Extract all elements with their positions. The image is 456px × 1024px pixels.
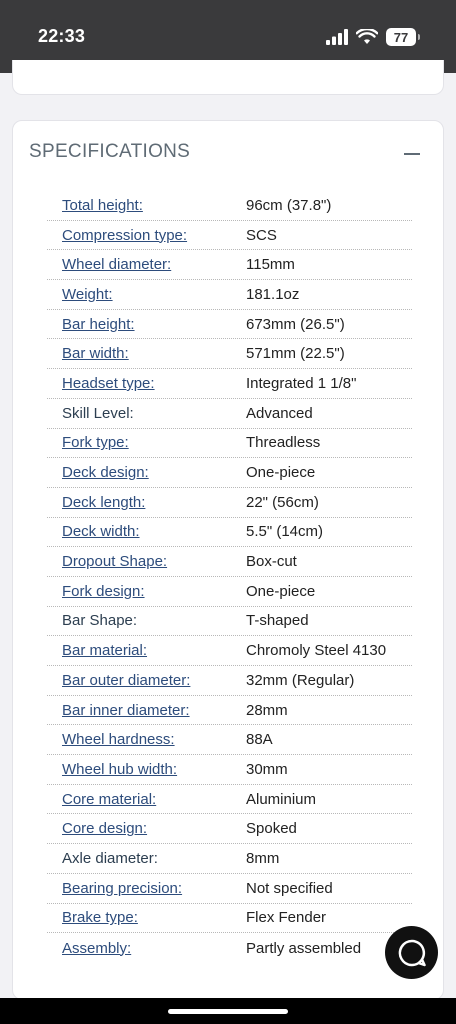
spec-label[interactable]: Bar outer diameter:: [62, 671, 191, 689]
spec-row: [47, 547, 412, 577]
spec-label[interactable]: Bar height:: [62, 315, 135, 333]
spec-label[interactable]: Core design:: [62, 820, 148, 838]
spec-row: [47, 399, 412, 429]
spec-value: 5.5" (14cm): [246, 523, 324, 541]
spec-row: [47, 429, 412, 459]
spec-label[interactable]: Bar inner diameter:: [62, 701, 190, 719]
home-indicator[interactable]: [168, 1009, 288, 1014]
spec-value: Aluminium: [246, 790, 317, 808]
spec-label[interactable]: Deck design:: [62, 464, 149, 482]
spec-value: One-piece: [246, 582, 316, 600]
spec-row: [47, 280, 412, 310]
spec-value: Chromoly Steel 4130: [246, 642, 387, 660]
previous-section-card: [12, 60, 444, 95]
spec-value: Threadless: [246, 434, 321, 452]
spec-value: Spoked: [246, 820, 297, 838]
bottom-bar: [0, 998, 456, 1024]
spec-label[interactable]: Weight:: [62, 285, 113, 303]
spec-label[interactable]: Bar width:: [62, 345, 129, 363]
spec-row: [47, 488, 412, 518]
spec-label[interactable]: Headset type:: [62, 374, 155, 392]
spec-row: [47, 339, 412, 369]
spec-row: [47, 518, 412, 548]
wifi-icon: [356, 29, 378, 45]
spec-label[interactable]: Wheel hardness:: [62, 731, 175, 749]
spec-value: 30mm: [246, 760, 288, 778]
spec-label[interactable]: Bar material:: [62, 642, 148, 660]
spec-label[interactable]: Total height:: [62, 196, 143, 214]
battery-indicator: 77: [386, 28, 416, 46]
spec-row: [47, 607, 412, 637]
spec-label[interactable]: Assembly:: [62, 939, 132, 957]
spec-row: [47, 191, 412, 221]
spec-row: [47, 814, 412, 844]
spec-value: Flex Fender: [246, 909, 327, 927]
spec-row: [47, 755, 412, 785]
spec-label[interactable]: Fork design:: [62, 582, 145, 600]
status-time: 22:33: [38, 26, 86, 46]
spec-value: Advanced: [246, 404, 313, 422]
spec-value: 88A: [246, 731, 273, 749]
spec-label: Bar Shape:: [62, 612, 138, 630]
spec-row: [47, 904, 412, 934]
specifications-card: [12, 120, 444, 1000]
spec-value: 96cm (37.8"): [246, 196, 332, 214]
spec-value: 28mm: [246, 701, 288, 719]
specifications-table: [47, 191, 412, 963]
spec-label[interactable]: Compression type:: [62, 226, 188, 244]
spec-label[interactable]: Dropout Shape:: [62, 553, 168, 571]
spec-value: 22" (56cm): [246, 493, 319, 511]
spec-row: [47, 577, 412, 607]
spec-row: [47, 458, 412, 488]
spec-value: One-piece: [246, 464, 316, 482]
spec-row: [47, 221, 412, 251]
spec-value: 8mm: [246, 849, 280, 867]
spec-row: [47, 636, 412, 666]
spec-row: [47, 666, 412, 696]
spec-label[interactable]: Deck width:: [62, 523, 140, 541]
spec-value: T-shaped: [246, 612, 309, 630]
spec-row: [47, 844, 412, 874]
spec-label[interactable]: Brake type:: [62, 909, 138, 927]
spec-row: [47, 696, 412, 726]
spec-row: [47, 785, 412, 815]
chat-button[interactable]: [385, 926, 438, 979]
spec-value: Partly assembled: [246, 939, 362, 957]
spec-value: 181.1oz: [246, 285, 300, 303]
specifications-title: SPECIFICATIONS: [29, 141, 191, 162]
spec-row: [47, 725, 412, 755]
spec-value: 673mm (26.5"): [246, 315, 345, 333]
spec-value: 571mm (22.5"): [246, 345, 345, 363]
cellular-signal-icon: [326, 29, 348, 45]
status-icons: [326, 26, 416, 48]
spec-row: [47, 250, 412, 280]
spec-row: [47, 874, 412, 904]
spec-label[interactable]: Deck length:: [62, 493, 146, 511]
chat-bubble-icon: [397, 938, 427, 968]
spec-value: SCS: [246, 226, 277, 244]
spec-row: [47, 310, 412, 340]
spec-row: [47, 933, 412, 963]
spec-label[interactable]: Core material:: [62, 790, 157, 808]
spec-label: Axle diameter:: [62, 849, 158, 867]
spec-value: 115mm: [246, 256, 295, 274]
spec-label[interactable]: Wheel hub width:: [62, 760, 178, 778]
spec-value: Box-cut: [246, 553, 297, 571]
spec-label[interactable]: Fork type:: [62, 434, 129, 452]
spec-value: Integrated 1 1/8": [246, 374, 357, 392]
spec-row: [47, 369, 412, 399]
spec-value: 32mm (Regular): [246, 671, 355, 689]
spec-label[interactable]: Wheel diameter:: [62, 256, 172, 274]
spec-label[interactable]: Bearing precision:: [62, 879, 183, 897]
spec-value: Not specified: [246, 879, 333, 897]
spec-label: Skill Level:: [62, 404, 134, 422]
collapse-minus-icon[interactable]: [401, 143, 423, 165]
